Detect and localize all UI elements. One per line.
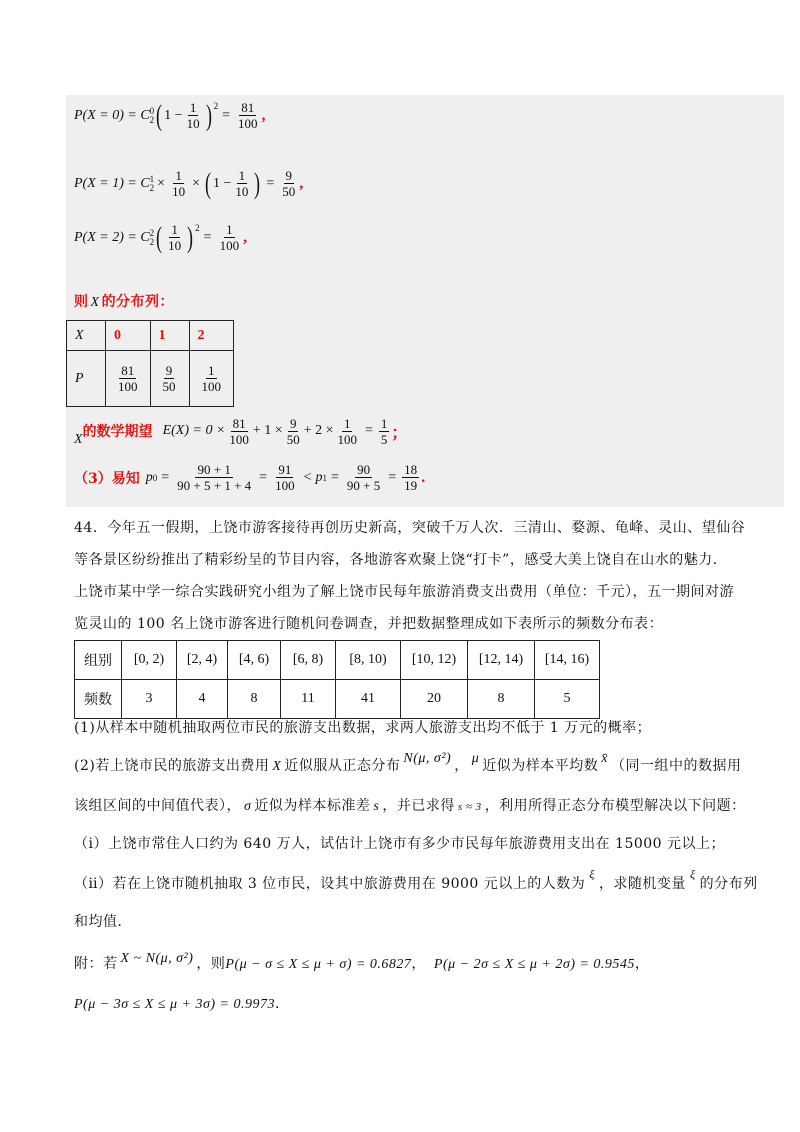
question-2-line-2: 该组区间的中间值代表）， σ 近似为样本标准差 s ，并已求得 s ≈ 3 ，利用所得正态分布模型解决以下问题： [74,798,746,814]
eq-lhs: P(X = 0) = C [74,107,150,123]
table-row [75,641,600,680]
table-cell: 5 [535,680,600,719]
exponent: 2 [213,100,219,111]
frequency-table [74,640,600,719]
red-comma: , [243,228,248,246]
fraction: $\frac{1}{10}$ [172,168,186,199]
table-cell: 1 [150,321,189,351]
table-cell: $\frac{81}{100}$ [106,351,151,407]
question-2-i: （ⅰ）上饶市常住人口约为 640 万人，试估计上饶市有多少市民每年旅游费用支出在 15000 元以上； [74,836,726,852]
appendix-line-1: 附：若 X ~ N(μ, σ²) ，则P(μ − σ ≤ X ≤ μ + σ) = 0.6827， P(μ − 2σ ≤ X ≤ μ + 2σ) = 0.9545， [74,951,650,972]
problem-line-4: 览灵山的 100 名上饶市游客进行随机问卷调查，并把数据整理成如下表所示的频数分布表： [74,616,664,632]
question-2-ii-line-1: （ⅱ）若在上饶市随机抽取 3 位市民，设其中旅游费用在 9000 元以上的人数为ξ，求随机变量ξ的分布列 [74,867,758,892]
table-cell: 11 [281,680,336,719]
table-cell: 8 [468,680,535,719]
table-cell: 3 [122,680,177,719]
table-row [67,321,234,351]
eq-lhs: P(X = 1) = C [74,175,150,191]
question-2-line-1: (2)若上饶市民的旅游支出费用 X 近似服从正态分布 N(μ, σ²) ， μ 近似为样本平均数 x̄ （同一组中的数据用 [74,751,742,774]
table-cell: 频数 [75,680,122,719]
part3-label: （3）易知 [74,470,140,487]
table-cell: P [67,351,106,407]
distribution-heading: 则 X 的分布列： [74,294,175,310]
problem-line-3: 上饶市某中学一综合实践研究小组为了解上饶市民每年旅游消费支出费用（单位：千元），五一期间对游 [74,584,734,600]
table-cell: 8 [228,680,281,719]
equation-p-x-0: P(X = 0) = C 0 2 ( 1 − $\frac{1}{10}$ ) 2 = $\frac{81}{100}$ , [74,98,266,132]
expectation-var: X [74,432,83,447]
equation-p-x-1: P(X = 1) = C 1 2 × $\frac{1}{10}$ × ( 1 − $\frac{1}{10}$ ) = $\frac{9}{50}$ , [74,166,304,200]
expectation-label: 的数学期望 [82,424,153,440]
question-1: (1)从样本中随机抽取两位市民的旅游支出数据，求两人旅游支出均不低于 1 万元的概率； [74,720,652,736]
table-cell: [4, 6) [228,641,281,680]
table-cell: 2 [189,321,234,351]
comb-sub: 2 [149,114,155,125]
table-cell: [8, 10) [336,641,401,680]
table-cell: 0 [106,321,151,351]
equation-p-x-2: P(X = 2) = C 2 2 ( $\frac{1}{10}$ ) 2 = $\frac{1}{100}$ , [74,220,248,254]
expectation-line: X 的数学期望 E(X) = 0 × $\frac{81}{100}$ + 1 × $\frac{9}{50}$ + 2 × $\frac{1}{100}$ = $\frac{1}{5}$ ； [74,415,408,447]
result-fraction: $\frac{81}{100}$ [237,100,258,131]
table-cell: [6, 8) [281,641,336,680]
red-comma: , [261,106,266,124]
fraction: $\frac{1}{10}$ [168,222,182,253]
table-cell: 41 [336,680,401,719]
part3-line: （3）易知 p 0 = $\frac{90 + 1}{90 + 5 + 1 + 4}$ = $\frac{91}{100}$ < p 1 = $\frac{90}{90 + 5}$ = $\frac{18}{19}$ . [74,462,426,493]
table-cell: $\frac{1}{100}$ [189,351,234,407]
distribution-table [66,320,234,407]
table-row [67,351,234,407]
appendix-line-2: P(μ − 3σ ≤ X ≤ μ + 3σ) = 0.9973． [74,996,290,1012]
problem-line-1: 44．今年五一假期，上饶市游客接待再创历史新高，突破千万人次．三清山、婺源、龟峰、灵山、望仙谷 [74,520,746,536]
table-row [75,680,600,719]
fraction: $\frac{1}{10}$ [186,100,200,131]
table-cell: [0, 2) [122,641,177,680]
eq-lhs: P(X = 2) = C [74,229,150,245]
fraction: $\frac{1}{10}$ [235,168,249,199]
table-cell: [12, 14) [468,641,535,680]
table-cell: 组别 [75,641,122,680]
eq-mid: 1 − [164,107,183,123]
table-cell: 20 [401,680,468,719]
comb-sup: 0 [149,105,155,116]
table-cell: [2, 4) [177,641,228,680]
result-fraction: $\frac{1}{100}$ [219,222,240,253]
table-cell: X [67,321,106,351]
red-semicolon: ； [391,424,408,442]
table-cell: [14, 16) [535,641,600,680]
table-cell: $\frac{9}{50}$ [150,351,189,407]
table-cell: 4 [177,680,228,719]
question-2-ii-line-2: 和均值． [74,914,132,930]
problem-line-2: 等各景区纷纷推出了精彩纷呈的节目内容，各地游客欢聚上饶“打卡”，感受大美上饶自在山水的魅力． [74,552,728,568]
table-cell: [10, 12) [401,641,468,680]
result-fraction: $\frac{9}{50}$ [282,168,296,199]
red-comma: , [299,174,304,192]
